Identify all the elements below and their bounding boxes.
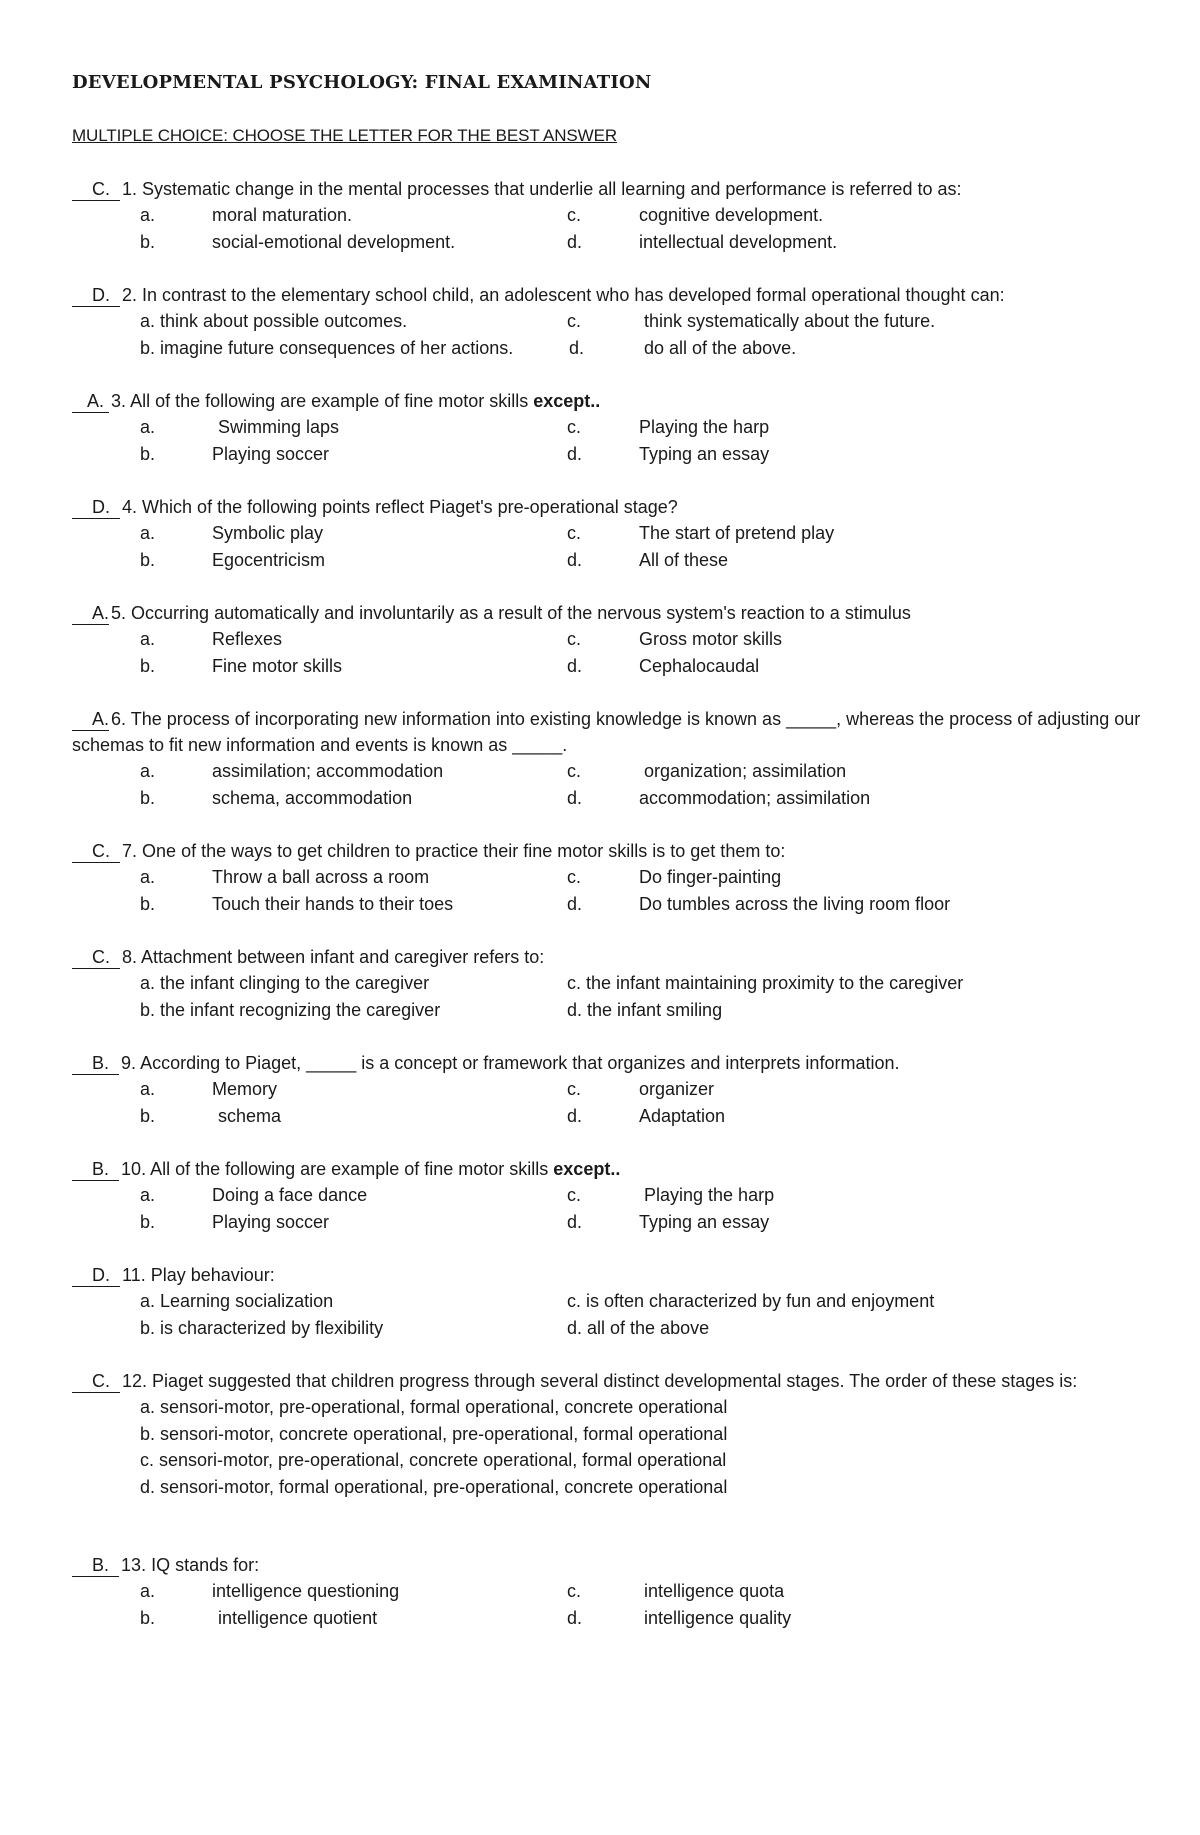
option-letter: d. xyxy=(567,1105,583,1126)
option-d: Typing an essay xyxy=(639,443,770,464)
question-stem: 2. In contrast to the elementary school child, an adolescent who has developed formal operational thought can: xyxy=(122,285,1005,305)
question-3 xyxy=(72,388,1142,467)
option-b: schema xyxy=(218,1105,282,1126)
option-b: Touch their hands to their toes xyxy=(212,893,454,914)
options xyxy=(72,1578,1142,1631)
option-b: b. the infant recognizing the caregiver xyxy=(140,999,441,1020)
options xyxy=(72,1288,1142,1341)
answer-blank: A. xyxy=(72,602,109,625)
question-stem: 6. The process of incorporating new information into existing knowledge is known as _____, whereas the process of adjusting our schemas to fit new information and events is known as _____. xyxy=(72,709,1141,755)
question-stem: 8. Attachment between infant and caregiver refers to: xyxy=(122,947,545,967)
option-letter: b. xyxy=(140,1607,156,1628)
option-d: intelligence quality xyxy=(644,1607,792,1628)
option-letter: a. xyxy=(140,1079,156,1099)
answer-blank: D. xyxy=(72,1264,120,1287)
option-c: think systematically about the future. xyxy=(644,311,936,331)
option-letter: b. xyxy=(140,549,156,570)
option-c: organization; assimilation xyxy=(644,761,847,781)
question-stem: 13. IQ stands for: xyxy=(121,1555,260,1575)
option-a: Reflexes xyxy=(212,629,283,649)
option-letter: d. xyxy=(569,337,585,358)
answer-blank: C. xyxy=(72,946,120,969)
option-letter: c. xyxy=(567,417,582,437)
option-letter: a. xyxy=(140,1185,156,1205)
option-letter: c. xyxy=(567,629,582,649)
option-letter: a. xyxy=(140,523,156,543)
option-letter: d. xyxy=(567,231,583,252)
question-13 xyxy=(72,1552,1142,1631)
option-d: All of these xyxy=(639,549,729,570)
option-a: a. think about possible outcomes. xyxy=(140,311,408,331)
option-c: Gross motor skills xyxy=(639,629,783,649)
answer-blank: C. xyxy=(72,840,120,863)
question-10 xyxy=(72,1156,1142,1235)
option-letter: d. xyxy=(567,443,583,464)
option-letter: b. xyxy=(140,231,156,252)
option-d: d. the infant smiling xyxy=(567,999,723,1020)
answer-blank: B. xyxy=(72,1052,119,1075)
question-stem: 1. Systematic change in the mental processes that underlie all learning and performance is referred to as: xyxy=(122,179,962,199)
options xyxy=(72,202,1142,255)
options xyxy=(72,520,1142,573)
option-letter: c. xyxy=(567,761,582,781)
option-letter: b. xyxy=(140,787,156,808)
option-letter: a. xyxy=(140,761,156,781)
answer-blank: A. xyxy=(72,708,109,731)
option-b: Egocentricism xyxy=(212,549,326,570)
options xyxy=(72,1394,1142,1500)
options xyxy=(72,864,1142,917)
option-c: Do finger-painting xyxy=(639,867,782,887)
instructions: MULTIPLE CHOICE: CHOOSE THE LETTER FOR THE BEST ANSWER xyxy=(72,126,617,145)
option-letter: d. xyxy=(567,893,583,914)
option-c: c. the infant maintaining proximity to the caregiver xyxy=(567,973,964,993)
option-b: intelligence quotient xyxy=(218,1607,378,1628)
question-stem: 7. One of the ways to get children to practice their fine motor skills is to get them to: xyxy=(122,841,786,861)
option-letter: c. xyxy=(567,1079,582,1099)
answer-blank: D. xyxy=(72,284,120,307)
option-d: do all of the above. xyxy=(644,337,797,358)
option-c: intelligence quota xyxy=(644,1581,785,1601)
option-letter: a. xyxy=(140,417,156,437)
option-a: intelligence questioning xyxy=(212,1581,400,1601)
answer-blank: D. xyxy=(72,496,120,519)
option-c: organizer xyxy=(639,1079,715,1099)
option-d: d. sensori-motor, formal operational, pre-operational, concrete operational xyxy=(140,1476,728,1497)
option-letter: b. xyxy=(140,1105,156,1126)
option-d: accommodation; assimilation xyxy=(639,787,871,808)
option-a: Memory xyxy=(212,1079,278,1099)
option-letter: d. xyxy=(567,787,583,808)
option-b: b. sensori-motor, concrete operational, pre-operational, formal operational xyxy=(140,1423,728,1444)
emphasis-text: except.. xyxy=(553,1159,621,1179)
question-stem: 3. All of the following are example of fine motor skills xyxy=(111,391,529,411)
option-d: Cephalocaudal xyxy=(639,655,760,676)
question-stem: 12. Piaget suggested that children progress through several distinct developmental stages. The order of these stages is: xyxy=(122,1371,1078,1391)
question-stem: 9. According to Piaget, _____ is a concept or framework that organizes and interprets information. xyxy=(121,1053,900,1073)
option-b: Playing soccer xyxy=(212,443,330,464)
option-c: c. sensori-motor, pre-operational, concrete operational, formal operational xyxy=(140,1450,727,1470)
option-letter: b. xyxy=(140,443,156,464)
option-a: a. sensori-motor, pre-operational, formal operational, concrete operational xyxy=(140,1397,728,1417)
options xyxy=(72,1182,1142,1235)
options xyxy=(72,1076,1142,1129)
page-title: DEVELOPMENTAL PSYCHOLOGY: FINAL EXAMINATION xyxy=(72,72,652,93)
question-8 xyxy=(72,944,1142,1023)
answer-blank: B. xyxy=(72,1554,119,1577)
question-9 xyxy=(72,1050,1142,1129)
option-letter: c. xyxy=(567,1581,582,1601)
option-b: schema, accommodation xyxy=(212,787,413,808)
question-4 xyxy=(72,494,1142,573)
options xyxy=(72,970,1142,1023)
option-a: moral maturation. xyxy=(212,205,353,225)
option-d: Do tumbles across the living room floor xyxy=(639,893,951,914)
option-d: intellectual development. xyxy=(639,231,838,252)
option-d: Typing an essay xyxy=(639,1211,770,1232)
option-letter: a. xyxy=(140,205,156,225)
options xyxy=(72,414,1142,467)
option-letter: c. xyxy=(567,311,582,331)
option-letter: d. xyxy=(567,1211,583,1232)
option-b: social-emotional development. xyxy=(212,231,456,252)
question-stem: 10. All of the following are example of fine motor skills xyxy=(121,1159,549,1179)
question-5 xyxy=(72,600,1142,679)
question-6 xyxy=(72,706,1142,811)
question-11 xyxy=(72,1262,1142,1341)
question-12 xyxy=(72,1368,1142,1500)
option-letter: d. xyxy=(567,549,583,570)
option-d: d. all of the above xyxy=(567,1317,710,1338)
option-a: a. Learning socialization xyxy=(140,1291,334,1311)
option-letter: c. xyxy=(567,867,582,887)
question-7 xyxy=(72,838,1142,917)
option-c: c. is often characterized by fun and enjoyment xyxy=(567,1291,935,1311)
option-letter: b. xyxy=(140,655,156,676)
option-c: Playing the harp xyxy=(644,1185,775,1205)
options xyxy=(72,626,1142,679)
answer-blank: C. xyxy=(72,1370,120,1393)
option-letter: a. xyxy=(140,629,156,649)
option-letter: d. xyxy=(567,655,583,676)
option-a: a. the infant clinging to the caregiver xyxy=(140,973,430,993)
option-letter: a. xyxy=(140,867,156,887)
option-c: Playing the harp xyxy=(639,417,770,437)
options xyxy=(72,758,1142,811)
option-letter: b. xyxy=(140,893,156,914)
question-2 xyxy=(72,282,1142,361)
option-letter: a. xyxy=(140,1581,156,1601)
emphasis-text: except.. xyxy=(533,391,601,411)
option-a: Swimming laps xyxy=(218,417,340,437)
option-letter: c. xyxy=(567,1185,582,1205)
question-1 xyxy=(72,176,1142,255)
option-a: assimilation; accommodation xyxy=(212,761,444,781)
option-b: b. is characterized by flexibility xyxy=(140,1317,384,1338)
answer-blank: B. xyxy=(72,1158,119,1181)
answer-blank: C. xyxy=(72,178,120,201)
option-letter: c. xyxy=(567,523,582,543)
question-stem: 5. Occurring automatically and involuntarily as a result of the nervous system's reaction to a stimulus xyxy=(111,603,911,623)
option-c: cognitive development. xyxy=(639,205,824,225)
option-letter: c. xyxy=(567,205,582,225)
answer-blank: A. xyxy=(72,390,109,413)
question-stem: 4. Which of the following points reflect Piaget's pre-operational stage? xyxy=(122,497,678,517)
option-a: Doing a face dance xyxy=(212,1185,368,1205)
question-stem: 11. Play behaviour: xyxy=(122,1265,275,1285)
option-a: Throw a ball across a room xyxy=(212,867,430,887)
option-c: The start of pretend play xyxy=(639,523,835,543)
option-b: Fine motor skills xyxy=(212,655,343,676)
option-b: b. imagine future consequences of her actions. xyxy=(140,337,514,358)
option-a: Symbolic play xyxy=(212,523,324,543)
option-b: Playing soccer xyxy=(212,1211,330,1232)
option-d: Adaptation xyxy=(639,1105,726,1126)
options xyxy=(72,308,1142,361)
option-letter: d. xyxy=(567,1607,583,1628)
option-letter: b. xyxy=(140,1211,156,1232)
